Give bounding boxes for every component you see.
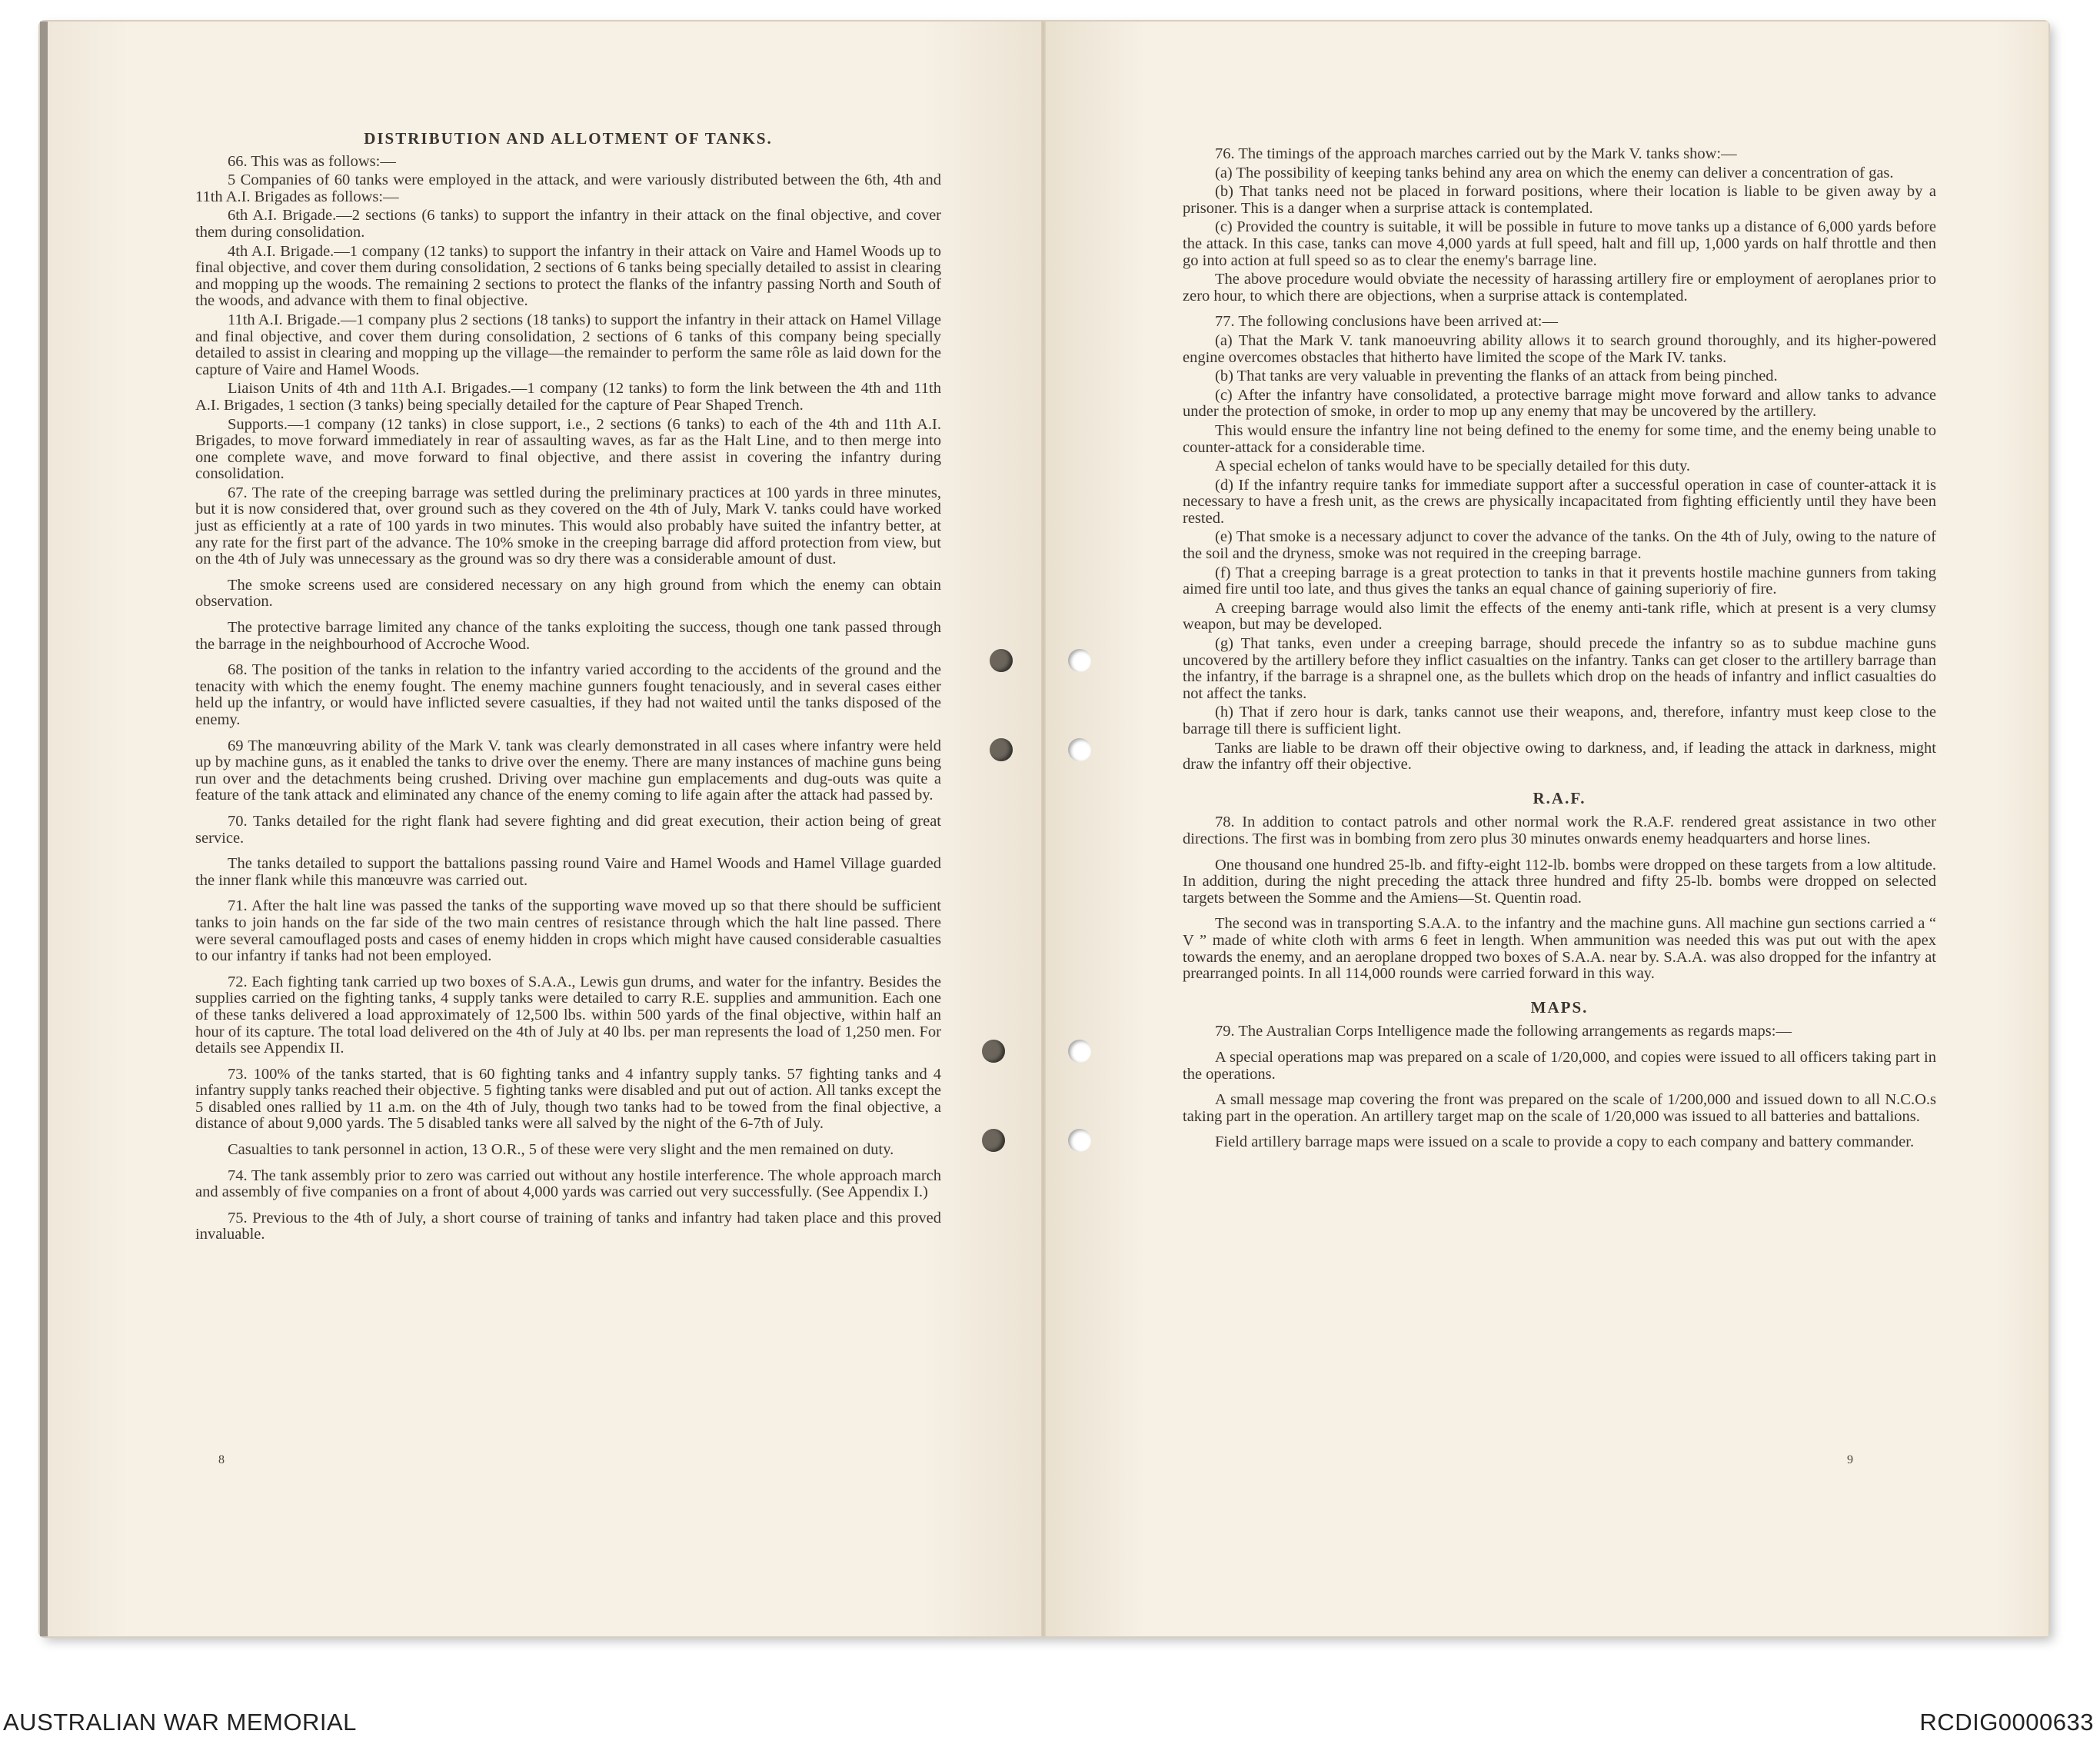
paragraph: (b) That tanks are very valuable in preventing the flanks of an attack from being pinched.	[1215, 368, 1778, 385]
paragraph: A small message map covering the front was prepared on the scale of 1/200,000 and issued down to all N.C.O.s taking part in the operation. An artillery target map on the scale of 1/20,000 was issued to all batteries and battalions.	[1183, 1091, 1936, 1125]
paragraph: 78. In addition to contact patrols and other normal work the R.A.F. rendered great assistance in two other directions. The first was in bombing from zero plus 30 minutes onwards enemy headquarters and horse lines.	[1183, 814, 1936, 847]
section-heading-maps: MAPS.	[1530, 997, 1589, 1017]
paragraph: 6th A.I. Brigade.—2 sections (6 tanks) to support the infantry in their attack on the final objective, and cover them during consolidation.	[195, 207, 941, 241]
paragraph: 72. Each fighting tank carried up two boxes of S.A.A., Lewis gun drums, and water for the infantry. Besides the supplies carried on the fighting tanks, 4 supply tanks were detailed to carry R.E. supplies and ammunition. Each one of these tanks delivered a load approximately of 12,500 lbs. within 500 yards of the final objective, within half an hour of its capture. The total load delivered on the 4th of July at 40 lbs. per man represents the load of 1,250 men. For details see Appendix II.	[195, 973, 941, 1057]
paragraph: 68. The position of the tanks in relation to the infantry varied according to the accidents of the ground and the tenacity with which the enemy fought. The enemy machine gunners fought tenaciously, and in several cases either held up the infantry, or would have inflicted severe casualties, if they had not waited until the tanks disposed of the enemy.	[195, 661, 941, 728]
paragraph: 70. Tanks detailed for the right flank had severe fighting and did great execution, their action being of great service.	[195, 812, 941, 847]
punch-hole	[982, 1129, 1005, 1152]
punch-hole	[990, 649, 1013, 672]
paragraph: 11th A.I. Brigade.—1 company plus 2 sections (18 tanks) to support the infantry in their attack on Hamel Village and final objective, and cover them during consolidation, 2 sections of 6 tanks of this company being specially detailed to assist in clearing and mopping up the village—the remainder to perform the same rôle as laid down for the capture of Vaire and Hamel Woods.	[195, 311, 941, 378]
paragraph: The tanks detailed to support the battalions passing round Vaire and Hamel Woods and Hamel Village guarded the inner flank while this manœuvre was carried out.	[195, 855, 941, 889]
paragraph: (c) After the infantry have consolidated, a protective barrage might move forward and allow tanks to advance under the protection of smoke, in order to mop up any enemy that may be uncovered by the artillery.	[1183, 386, 1936, 421]
paragraph: (b) That tanks need not be placed in forward positions, where their location is liable to be given away by a prisoner. This is a danger when a surprise attack is contemplated.	[1183, 183, 1936, 217]
right-page-text	[1183, 146, 1936, 1153]
paragraph: The above procedure would obviate the necessity of harassing artillery fire or employment of aeroplanes prior to zero hour, to which there are objections, when a surprise attack is contemplated.	[1183, 271, 1936, 305]
footer-institution: AUSTRALIAN WAR MEMORIAL	[3, 1709, 357, 1736]
punch-hole	[1068, 1040, 1091, 1063]
paragraph: 69 The manœuvring ability of the Mark V. tank was clearly demonstrated in all cases where infantry were held up by machine guns, as it enabled the tanks to drive over the enemy. There are many instances of machine guns being run over and the detachments being crushed. Driving over machine gun emplacements and dug-outs was quite a feature of the tank attack and eliminated any chance of the enemy coming to life again after the attack had passed by.	[195, 737, 941, 804]
punch-hole	[1068, 1129, 1091, 1152]
paragraph: 77. The following conclusions have been arrived at:—	[1215, 313, 1558, 331]
paragraph: Liaison Units of 4th and 11th A.I. Brigades.—1 company (12 tanks) to form the link between the 4th and 11th A.I. Brigades, 1 section (3 tanks) being specially detailed for the capture of Pear Shaped Trench.	[195, 380, 941, 414]
paragraph: The smoke screens used are considered necessary on any high ground from which the enemy can obtain observation.	[195, 576, 941, 611]
paragraph: 67. The rate of the creeping barrage was settled during the preliminary practices at 100 yards in three minutes, but it is now considered that, over ground such as they covered on the 4th of July, Mark V. tanks could have worked just as efficiently at a rate of 100 yards in two minutes. This would also probably have suited the infantry better, at any rate for the first part of the advance. The 10% smoke in the creeping barrage did afford protection from view, but on the 4th of July was unnecessary as the ground was so dry there was a considerable amount of dust.	[195, 484, 941, 568]
paragraph: 75. Previous to the 4th of July, a short course of training of tanks and infantry had taken place and this proved invaluable.	[195, 1209, 941, 1243]
footer-record-id: RCDIG0000633	[1919, 1709, 2094, 1736]
punch-hole	[982, 1040, 1005, 1063]
section-heading-raf: R.A.F.	[1533, 788, 1586, 807]
paragraph: 74. The tank assembly prior to zero was carried out without any hostile interference. The whole approach march and assembly of five companies on a front of about 4,000 yards was carried out very successfully. (See Appendix I.)	[195, 1167, 941, 1201]
paragraph: A special echelon of tanks would have to be specially detailed for this duty.	[1215, 458, 1691, 475]
paragraph: (c) Provided the country is suitable, it will be possible in future to move tanks up a distance of 6,000 yards before the attack. In this case, tanks can move 4,000 yards at full speed, halt and fill up, 1,000 yards on half throttle and then go into action at full speed so as to clear the enemy's barrage line.	[1183, 218, 1936, 269]
section-heading-distribution: DISTRIBUTION AND ALLOTMENT OF TANKS.	[364, 129, 773, 148]
paragraph: Field artillery barrage maps were issued on a scale to provide a copy to each company and battery commander.	[1215, 1133, 1915, 1151]
paragraph: (h) That if zero hour is dark, tanks cannot use their weapons, and, therefore, infantry must keep close to the barrage till there is sufficient light.	[1183, 704, 1936, 737]
paragraph: (d) If the infantry require tanks for immediate support after a successful operation in case of counter-attack it is necessary to have a fresh unit, as the crews are physically incapacitated from fighting efficiently until they have been rested.	[1183, 476, 1936, 527]
paragraph: 73. 100% of the tanks started, that is 60 fighting tanks and 4 infantry supply tanks. 57 fighting tanks and 4 infantry supply tanks reached their objective. 5 fighting tanks were disabled and put out of action. All tanks except the 5 disabled ones rallied by 11 a.m. on the 4th of July, though two tanks had to be towed from the final objective, a distance of about 9,000 yards. The 5 disabled tanks were all salved by the night of the 6-7th of July.	[195, 1065, 941, 1133]
paragraph: Supports.—1 company (12 tanks) in close support, i.e., 2 sections (6 tanks) to each of the 4th and 11th A.I. Brigades, to move forward immediately in rear of assaulting waves, as far as the Halt Line, and to then merge into one complete wave, and move forward to final objective, and there assist in covering the infantry during consolidation.	[195, 415, 941, 483]
punch-hole	[1068, 649, 1091, 672]
open-booklet	[40, 22, 2048, 1636]
paragraph: A special operations map was prepared on a scale of 1/20,000, and copies were issued to all officers taking part in the operations.	[1183, 1048, 1936, 1083]
left-page-text	[195, 131, 941, 1246]
paragraph: (f) That a creeping barrage is a great protection to tanks in that it prevents hostile machine gunners from taking aimed fire until too late, and thus gives the tanks an equal chance of gaining superioriy of fire.	[1183, 564, 1936, 598]
paragraph: 4th A.I. Brigade.—1 company (12 tanks) to support the infantry in their attack on Vaire and Hamel Woods up to final objective, and cover them during consolidation, 2 sections of 6 tanks being specially detailed to assist in clearing and mopping up the woods. The remaining 2 sections to protect the flanks of the infantry passing North and South of the woods, and advance with them to final objective.	[195, 242, 941, 310]
paragraph: (g) That tanks, even under a creeping barrage, should precede the infantry so as to subdue machine guns uncovered by the artillery before they inflict casualties on the infantry. Tanks can get closer to the artillery barrage than the infantry, if the barrage is a shrapnel one, as the bullets which drop on the heads of infantry and inflict casualties do not affect the tanks.	[1183, 635, 1936, 702]
paragraph: 76. The timings of the approach marches carried out by the Mark V. tanks show:—	[1215, 145, 1737, 162]
paragraph: 79. The Australian Corps Intelligence made the following arrangements as regards maps:—	[1215, 1023, 1792, 1040]
paragraph: The protective barrage limited any chance of the tanks exploiting the success, though one tank passed through the barrage in the neighbourhood of Accroche Wood.	[195, 619, 941, 653]
paragraph: Casualties to tank personnel in action, 13 O.R., 5 of these were very slight and the men remained on duty.	[228, 1141, 894, 1159]
punch-hole	[1068, 738, 1091, 761]
paragraph: 71. After the halt line was passed the tanks of the supporting wave moved up so that there should be sufficient tanks to join hands on the far side of the two main centres of resistance through which the halt line passed. There were several camouflaged posts and cases of enemy hidden in crops which might have caused considerable casualties to our infantry if tanks had not been employed.	[195, 897, 941, 965]
paragraph: The second was in transporting S.A.A. to the infantry and the machine guns. All machine gun sections carried a “ V ” made of white cloth with arms 6 feet in length. When ammunition was needed this was put out with the apex towards the enemy, and an aeroplane dropped two boxes of S.A.A. near by. S.A.A. was also dropped for the infantry at prearranged points. In all 114,000 rounds were carried forward in this way.	[1183, 915, 1936, 983]
punch-hole	[990, 738, 1013, 761]
paragraph: (a) That the Mark V. tank manoeuvring ability allows it to search ground thoroughly, and its higher-powered engine overcomes obstacles that hitherto have limited the scope of the Mark IV. tanks.	[1183, 331, 1936, 366]
paragraph: 66. This was as follows:—	[228, 152, 396, 170]
page-number-right: 9	[1847, 1453, 1853, 1466]
page-number-left: 8	[218, 1453, 225, 1466]
paragraph: (a) The possibility of keeping tanks behind any area on which the enemy can deliver a concentration of gas.	[1215, 164, 1894, 181]
binding-gutter	[1041, 22, 1046, 1636]
paragraph: (e) That smoke is a necessary adjunct to cover the advance of the tanks. On the 4th of July, owing to the nature of the soil and the dryness, smoke was not required in the creeping barrage.	[1183, 528, 1936, 563]
paragraph: 5 Companies of 60 tanks were employed in the attack, and were variously distributed between the 6th, 4th and 11th A.I. Brigades as follows:—	[195, 171, 941, 205]
paragraph: One thousand one hundred 25-lb. and fifty-eight 112-lb. bombs were dropped on these targets from a low altitude. In addition, during the night preceding the attack three hundred and fifty 25-lb. bombs were dropped on selected targets between the Somme and the Amiens—St. Quentin road.	[1183, 856, 1936, 907]
paragraph: Tanks are liable to be drawn off their objective owing to darkness, and, if leading the attack in darkness, might draw the infantry off their objective.	[1183, 739, 1936, 774]
paragraph: A creeping barrage would also limit the effects of the enemy anti-tank rifle, which at present is a very clumsy weapon, but may be developed.	[1183, 599, 1936, 634]
paragraph: This would ensure the infantry line not being defined to the enemy for some time, and the enemy being unable to counter-attack for a considerable time.	[1183, 421, 1936, 456]
